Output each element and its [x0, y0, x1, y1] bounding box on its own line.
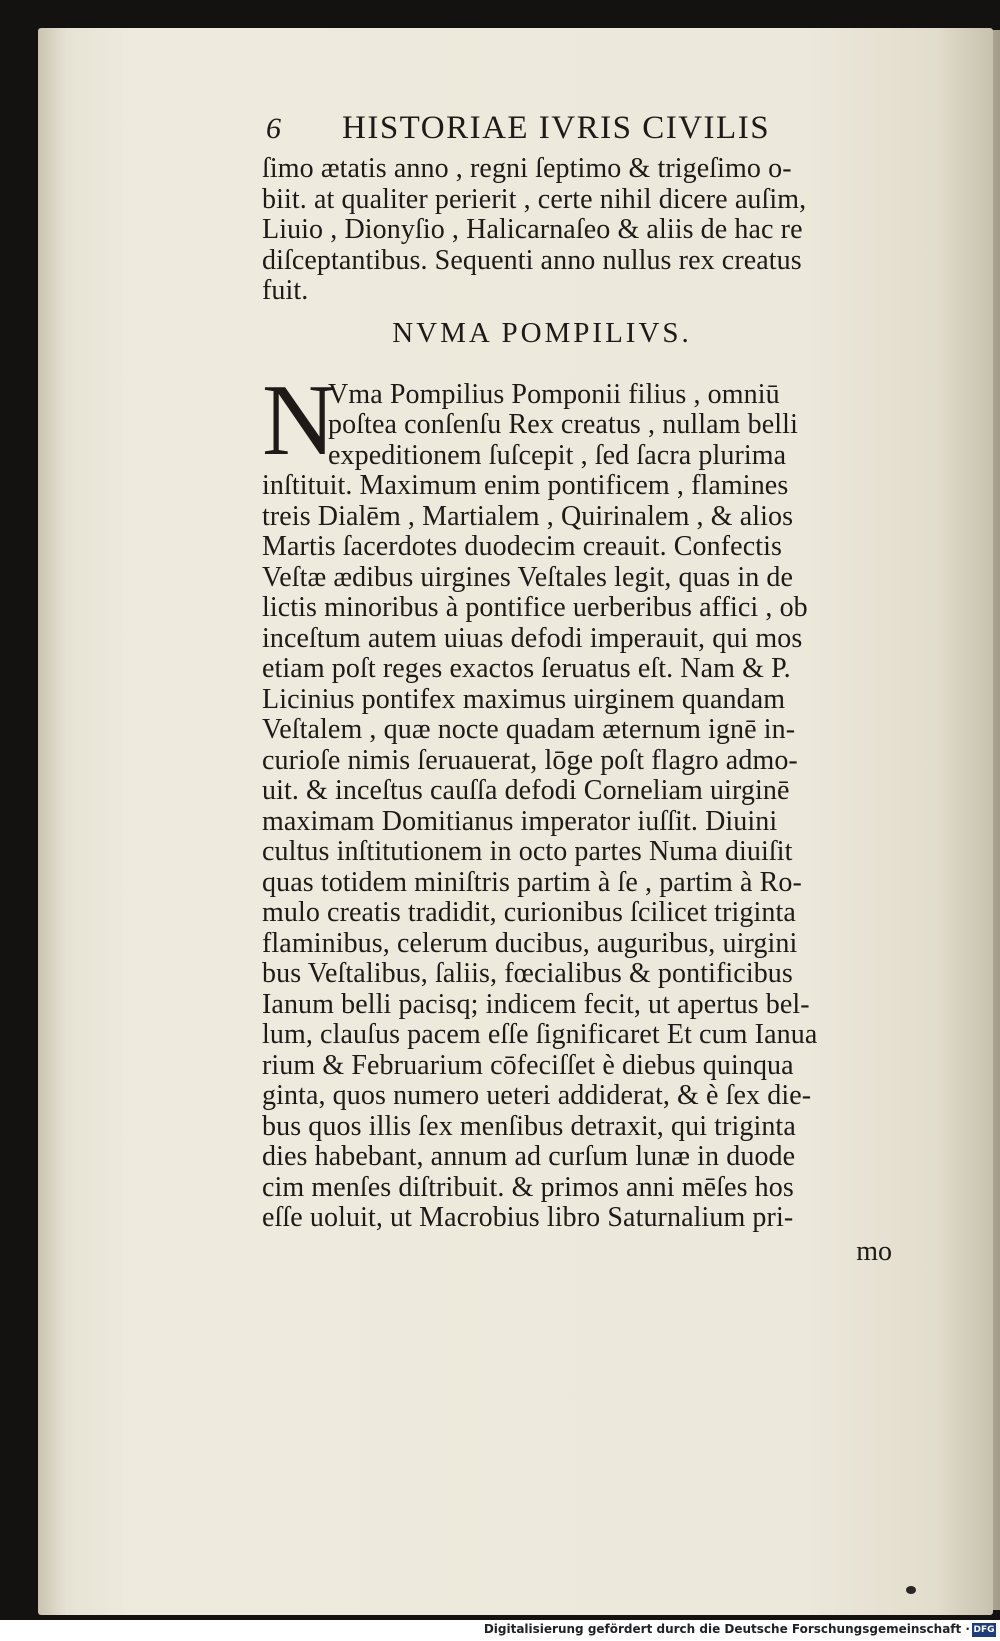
text-line: biit. at qualiter perierit , certe nihil dicere auſim,	[262, 183, 807, 215]
text-line: ginta, quos numero ueteri addiderat, & è ſex die-	[262, 1080, 812, 1111]
text-line: Liuio , Dionyſio , Halicarnaſeo & aliis de hac re	[262, 214, 803, 245]
text-line: Ianum belli pacisq; indicem fecit, ut apertus bel-	[262, 988, 810, 1020]
footer-credit: Digitalisierung gefördert durch die Deutsche Forschungsgemeinschaft ·	[483, 1622, 970, 1636]
chapter-heading: NVMA POMPILIVS.	[392, 316, 692, 349]
text-line: Veſtæ ædibus uirgines Veſtales legit, quas in de	[262, 561, 794, 593]
text-line: expeditionem ſuſcepit , ſed ſacra plurima	[328, 439, 787, 471]
text-line: Martis ſacerdotes duodecim creauit. Confectis	[262, 531, 782, 562]
text-line: inceſtum autem uiuas defodi imperauit, qui mos	[262, 622, 803, 654]
text-line: cim menſes diſtribuit. & primos anni mēſes hos	[262, 1171, 794, 1203]
text-line: mulo creatis tradidit, curionibus ſcilicet triginta	[262, 897, 796, 928]
text-line: lum, clauſus pacem eſſe ſignificaret Et cum Ianua	[262, 1019, 818, 1050]
text-line: Veſtalem , quæ nocte quadam æternum ignē in-	[262, 714, 796, 745]
opening-paragraph	[262, 154, 912, 307]
text-line: maximam Domitianus imperator iuſſit. Diuini	[262, 805, 778, 837]
dfg-logo-icon: DFG	[973, 1625, 995, 1635]
text-line: inſtituit. Maximum enim pontificem , flamines	[262, 470, 789, 501]
text-line: bus quos illis ſex menſibus detraxit, qui triginta	[262, 1110, 796, 1142]
digitization-footer	[0, 1620, 1000, 1641]
text-line: Vma Pompilius Pomponii filius , omniū	[328, 378, 780, 410]
text-line: uit. & inceſtus cauſſa defodi Corneliam uirginē	[262, 775, 790, 806]
text-line: cultus inſtitutionem in octo partes Numa diuiſit	[262, 836, 793, 867]
catchword: mo	[856, 1235, 892, 1267]
text-line: curioſe nimis ſeruauerat, lōge poſt flagro admo-	[262, 744, 798, 776]
text-line: poſtea conſenſu Rex creatus , nullam belli	[328, 409, 798, 440]
drop-initial: N	[262, 363, 336, 477]
text-line: flaminibus, celerum ducibus, auguribus, uirgini	[262, 927, 798, 959]
text-line: etiam poſt reges exactos ſeruatus eſt. Nam & P.	[262, 653, 791, 684]
main-paragraph	[262, 363, 912, 1234]
text-line: treis Dialēm , Martialem , Quirinalem , & alios	[262, 500, 794, 532]
text-line: dies habebant, annum ad curſum lunæ in duode	[262, 1141, 796, 1172]
folio-number: 6	[266, 112, 283, 145]
text-block	[262, 110, 912, 1268]
text-line: fuit.	[262, 275, 309, 306]
text-line: diſceptantibus. Sequenti anno nullus rex creatus	[262, 244, 802, 276]
text-line: quas totidem miniſtris partim à ſe , partim à Ro-	[262, 866, 802, 898]
text-line: eſſe uoluit, ut Macrobius libro Saturnalium pri-	[262, 1202, 794, 1233]
text-line: Licinius pontifex maximus uirginem quandam	[262, 683, 786, 715]
text-line: lictis minoribus à pontifice uerberibus affici , ob	[262, 592, 808, 623]
text-line: rium & Februarium cōfeciſſet è diebus quinqua	[262, 1049, 794, 1081]
text-line: bus Veſtalibus, ſaliis, fœcialibus & pontificibus	[262, 958, 793, 989]
ink-spot	[906, 1586, 916, 1594]
text-line: ſimo ætatis anno , regni ſeptimo & trigeſimo o-	[262, 153, 792, 184]
running-head	[262, 110, 912, 154]
running-head-title: HISTORIAE IVRIS CIVILIS	[342, 110, 771, 146]
